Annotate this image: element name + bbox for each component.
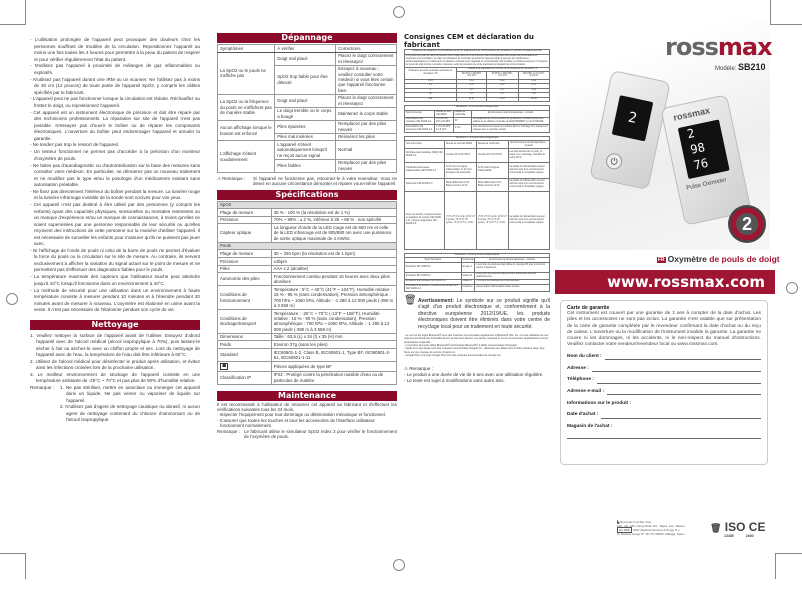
table-row: Perturbations RF rayonnées CEI 61000-4-3 3 V/m 80 MHz à 2,5 GHz 3 V/m Des interférences peuvent se produire dans le voisinage d'un équipement marqué avec le symbole suivant. (405, 125, 548, 131)
remark-item: 1. Ne pas stériliser, mettre en autoclave ou immerger cet appareil dans un liquide. Ne pas verser ou vaporiser de liquide sur l'appareil. (60, 384, 200, 403)
spec-value: ±3bpm (271, 258, 396, 266)
spec-label: Conditions de stockage/transport (218, 310, 272, 334)
table-row (218, 52, 397, 65)
device-label: Pulse Oximeter (685, 177, 728, 192)
device-brand: rossmax (672, 105, 711, 123)
spec-label: Conditions de fonctionnement (218, 286, 272, 310)
symptom-cell: Aucun affichage lorsque le bouton est enfoncé (218, 120, 275, 141)
column-header: 80 MHz to 800 MHz, d=1,2√P (487, 72, 518, 79)
spec-value: Température : -25°C ~ 70°C (-13°F ~ 158°F), Humidité relative : 15 % - 90 % (sans condensation), Pression atmosphérique : 700 hPa ~ 1060 hPa, Altitude : -1 280 à 12 000 pieds (-390 m à 3 658 m) (271, 310, 396, 334)
fix-cell: Remplacez par des piles neuves (336, 159, 397, 172)
column-header: Test d'immunité (405, 110, 435, 117)
spec-label: Précision (218, 258, 272, 266)
table-caption: Déclaration - émissions électromagnétiques (405, 253, 550, 258)
warning-item: - La méthode de sécurité pour une utilisation dans un environnement à haute température consiste à mesurer pendant 10 minutes et à l'éteindre pendant 20 minutes avant de mesurer à nouveau. L'oxymètre est étalonné en usine avant la vente. Il n'est pas nécessaire de l'étalonner pendant son cycle de vie. (30, 287, 200, 313)
warning-label: Avertissement: (418, 298, 454, 305)
table-row: Perturbations RF conduites CEI 61000-4-6 3 Vrms 150 kHz à 80 MHz 3V Les appareils de communication RF portables et mobiles doivent être utilisés à une distance minimale de l'ÉQUIPEMENT ou du SYSTÈME. (405, 118, 550, 125)
column-header: Niveau de test CEI 60601 (435, 110, 454, 117)
column-header: Tests d'émission (405, 258, 462, 263)
column-header: 800 MHz to 2,5 GHz, d=2,3√P (518, 72, 549, 79)
specifications-table (217, 201, 397, 385)
manufacturer-icon: ▙ (617, 520, 620, 524)
spec-group: SpO2 (218, 201, 397, 209)
check-cell: Le doigt tremble ou le corps a bougé (275, 107, 336, 120)
table-row: Émissions RF CISPR 11 Classe B L'oxymètre de pouls de doigt peut être utilisé dans tous les établissements. (405, 272, 550, 279)
spec-row (218, 250, 397, 258)
warning-item: - La température maximale des capteurs que l'utilisateur touche peut atteindre jusqu'à 43°C lorsqu'il fonctionne dans un environnement à 40°C. (30, 274, 200, 286)
spec-label: Classification IP (218, 371, 272, 384)
table-row: 1 1,17 1,17 2,33 (405, 88, 550, 93)
weee-warning (404, 295, 550, 330)
emc-emissions-table (404, 253, 550, 292)
table-row: 10 3,7 3,7 7,37 (405, 93, 550, 98)
warning-item: - Cet appareil est un instrument électronique de précision et doit être réparé par des techniciens professionnels. La réparation sur site de l'appareil n'est pas possible. N'essayez pas d'ouvrir le boîtier ou de réparer les composants électroniques. L'ouverture du boîtier peut endommager l'appareil et annuler la garantie. (30, 109, 200, 141)
iso-mark: ISO (724, 520, 746, 534)
warning-item: - L'appareil peut ne pas fonctionner lorsque la circulation est réduite. Réchauffez ou frottez le doigt, ou repositionnez l'appareil. (30, 96, 200, 108)
header-symptoms: Symptômes (218, 45, 275, 53)
field-store[interactable]: Magasin de l'achat : (567, 424, 613, 430)
spec-group-row (218, 242, 397, 250)
check-cell: Piles mal insérées (275, 133, 336, 141)
table-row: Émissions harmoniques CEI 61000-3-2 Classe A y compris les établissements domestiques. (405, 280, 550, 285)
table-row: 100 11,67 11,67 23,33 (405, 97, 550, 102)
column-header: Niveau de conformité (477, 141, 509, 148)
spec-label: Plage de mesure (218, 209, 272, 217)
column-header: Distance de séparation en fonction de la fréquence de l'émetteur / m (456, 67, 549, 72)
header-check: À vérifier (275, 45, 336, 53)
weee-bin-icon: 🗑 (710, 523, 722, 533)
field-purchase-date[interactable]: Date d'achat : (567, 412, 761, 418)
symptom-cell: La SpO2 ou la fréquence du pouls ne s'affichent pas de manière stable (218, 94, 275, 120)
field-customer-name[interactable]: Nom du client : (567, 354, 761, 360)
spec-row (218, 258, 397, 266)
remark-text: Si l'appareil ne fonctionne pas, retournez-le à votre revendeur. Vous ne devez en aucune circonstance démonter et réparer vous-même l'appareil. (253, 175, 397, 187)
symptom-cell: L'affichage s'éteint soudainement (218, 141, 275, 172)
table-row: Surtension CEI 61000-4-5 Mode différentiel ±1 kV Mode commun ±2 kV Mode différentiel ±1 kV Mode commun ±2 kV La qualité de l'alimentation secteur doit être celle d'un environnement commercial ou hospitalier typique. (405, 178, 550, 191)
check-cell: L'appareil s'éteint automatiquement lorsqu'il ne reçoit aucun signal (275, 141, 336, 159)
remark-item: - Le produit a une durée de vie de 5 ans avec une utilisation régulière. (404, 372, 544, 378)
spec-row (218, 224, 397, 242)
table-intro: L'oxymètre de pouls de doigt est destiné à être utilisé dans un environnement électromagnétique dans lequel les perturbations RF rayonnées sont contrôlées. Le client ou l'utilisateur de l'oxymètre de pouls de doigt peut aider à prévenir les interférences électromagnétiques en maintenant une distance minimale entre l'appareil de communication RF portable ou mobile (émetteur) et l'oxymètre de pouls de doigt comme conseillé ci-dessous, selon la puissance de sortie maximale de l'appareil de communication. (405, 54, 548, 66)
column-header: Environnement électromagnétique - conseils (472, 110, 550, 117)
warning-item: - N'utilisez pas l'appareil à proximité de mélanges de gaz inflammables ou explosifs. (30, 63, 200, 75)
field-address[interactable]: Adresse : (567, 366, 761, 372)
emc-immunity-table (404, 136, 550, 250)
table-caption: Déclaration - immunité électromagnétique (405, 136, 550, 141)
product-subtitle: FR Oxymètre de pouls de doigt (658, 254, 780, 264)
remark-text: Le fabricant utilise le simulateur SpO2 Index 2 pour vérifier le fonctionnement de l'oxymètre de pouls. (244, 428, 397, 440)
trademark-notes (404, 334, 550, 357)
website-banner[interactable]: www.rossmax.com (555, 270, 775, 294)
spec-label: Autonomie des piles (218, 273, 272, 286)
spec-value: 30 ~ 250 bpm (la résolution est de 1 bpm) (271, 250, 396, 258)
spec-label: Standard (218, 349, 272, 362)
maintenance-item: - Inspecter l'équipement pour tout dommage ou détérioration mécanique et fonctionnel. (217, 412, 387, 418)
spec-value: Température : 5°C ~ 40°C (41°F ~ 104°F), Humidité relative : 15 % - 95 % (sans condensation), Pression atmosphérique : 700 hPa ~ 1060 hPa, Altitude : -1 280 à 12 000 pieds (-390 m à 3 658 m) (271, 286, 396, 310)
cleaning-remark (30, 385, 200, 424)
warning-item: - Ne tendez pas trop le ressort de l'appareil. (30, 142, 119, 148)
fix-cell: Maintenez le corps stable (336, 107, 397, 120)
spec-row (218, 349, 397, 362)
device-screen: 2 (612, 95, 654, 141)
warning-item: - Un testeur fonctionnel ne permet pas d'accéder à la précision d'un moniteur d'oxymètre de pouls. (30, 149, 200, 161)
spec-value: 35 % - 100 % (la résolution est de 1 %) (271, 209, 396, 217)
spec-row (218, 286, 397, 310)
troubleshooting-table (217, 44, 397, 173)
crop-mark (25, 0, 26, 24)
trademark-item: - L'oxymètre de pouls utilise Bluetooth® (technologie Bluetooth® à faible consommation d'énergie) (404, 343, 517, 347)
table-row: Décharge électrostatique (DES) CEI 61000-4-2 Contact ±6 kV Air ±8 kV Contact ±6 kV Air ±8 kV Les sols doivent être en bois, en béton ou en carrelage. Humidité au moins 30 %. (405, 148, 550, 162)
emc-immunity-table-rf (404, 105, 550, 133)
warnings-column (30, 37, 200, 616)
table-row (218, 141, 397, 159)
column-header: Puissance de sortie nominale maximale de l'émetteur / W (405, 67, 457, 79)
spec-label: Capteur optique (218, 224, 272, 242)
check-cell: Doigt mal placé (275, 52, 336, 65)
crop-mark (0, 553, 26, 554)
emc-heading: Consignes CEM et déclaration du fabricant (404, 33, 534, 49)
remark-item: - Le texte est sujet à modifications sans autre avis. (404, 378, 505, 384)
column-header: 150 kHz to 80 MHz, d=1,2√P (456, 72, 487, 79)
registration-mark (393, 6, 405, 18)
column-header: Environnement électromagnétique - conseils (508, 141, 549, 148)
specifications-heading: Spécifications (217, 190, 397, 200)
table-row: Émissions RF CISPR 11 Groupe 1 L'oxymètre de pouls de doigt utilise de l'énergie RF pour sa fonction interne uniquement. (405, 262, 550, 272)
emc-separation-table (404, 49, 550, 102)
warning-triangle-icon: ⚠ (217, 175, 221, 181)
power-button-icon: ⏻ (605, 152, 624, 171)
device-screen: 2 98 76 (678, 119, 730, 179)
crop-mark (0, 24, 26, 25)
warning-item: - N'utilisez pas l'appareil durant une IRM ou un scanner. Ne l'utilisez pas à moins de 30 cm (12 pouces) de toute partie de l'appareil SpO2, y compris les câbles spécifiés par le fabricant. (30, 76, 200, 95)
warning-item: - Cet appareil n'est pas destiné à être utilisé par des personnes (y compris les enfants) ayant des capacités physiques, sensorielles ou mentales restreintes ou un manque d'expérience et/ou un manque de connaissances, à moins qu'elles ne soient supervisées par une personne responsable de leur sécurité ou qu'elles reçoivent des instructions de cette personne sur la manière d'utiliser l'appareil. Il est nécessaire de surveiller les enfants pour s'assurer qu'ils ne puissent pas jouer avec. (30, 202, 200, 247)
spec-group-row (218, 201, 397, 209)
warranty-card (560, 300, 768, 465)
spec-row (218, 333, 397, 341)
model-label: Modèle: SB210 (715, 62, 766, 72)
spec-value: IP22 : Protégé contre la pénétration nuisible d'eau ou de particules de matière (271, 371, 396, 384)
troubleshooting-heading: Dépannage (217, 33, 397, 43)
spec-group: Pouls (218, 242, 397, 250)
model-number: SB210 (738, 62, 766, 72)
table-row: Creux de tension, coupures brèves et variations de tension CEI 61000-4-11 / Champ magnétique CEI 61000-4-8 <5 % UT 0,5 cycle; 40 % UT 5 cycles; 70 % UT 25 cycles; <5 % UT 5 s; 3 A/m <5 % UT 0,5 cycle; 40 % UT 5 cycles; 70 % UT 25 cycles; <5 % UT 5 s; 3 A/m La qualité de l'alimentation secteur doit être celle d'un environnement commercial ou hospitalier typique. (405, 191, 550, 249)
spec-value: Pièces appliquées de type BF (271, 362, 396, 372)
remark-label: Remarque : (30, 384, 55, 390)
warranty-card-text: Cet instrument est couvert par une garantie de 2 ans à compter de la date d'achat. Les piles et les accessoires ne sont pas inclus. La garantie n'est valable que sur présentation de la carte de garantie complétée par le revendeur confirmant la date d'achat ou du reçu de caisse. L'ouverture ou la modification de l'instrument invalide la garantie. La garantie ne couvre ni les dommages, ni les accidents, ni le non-respect du manuel d'instructions. Veuillez contacter votre vendeur/revendeur local ou www.rossmax.com. (567, 311, 761, 348)
field-phone[interactable]: Téléphone : (567, 377, 761, 383)
warning-triangle-icon: ⚠ (404, 366, 409, 372)
check-cell: Piles épuisées (275, 120, 336, 133)
ec-rep-icon: EC REP (619, 528, 631, 532)
rossmax-logo: rossmax (665, 33, 772, 61)
spec-row (218, 265, 397, 273)
spec-label: Plage de mesure (218, 250, 272, 258)
check-cell: SpO2 trop faible pour être détecté (275, 65, 336, 94)
fix-cell: Essayez à nouveau ; veuillez consulter votre médecin si vous êtes certain que l'appareil fonctionne bien (336, 65, 397, 94)
maintenance-remark (217, 429, 397, 440)
remark-item: 2. N'utilisez pas d'agent de nettoyage caustique ou abrasif, ni aucun agent de nettoyage contenant du chlorure d'ammonium ou de l'alcool isopropylique. (60, 404, 200, 423)
maintenance-heading: Maintenance (217, 391, 397, 401)
cleaning-step: 1. Veuillez nettoyer la surface de l'appareil avant de l'utiliser. Essuyez d'abord l'appareil avec de l'alcool médical (alcool isopropylique à 70%), puis laissez-le sécher à l'air ou séchez-le avec un chiffon propre et sec. Lors du nettoyage de l'appareil avec de l'eau, la température de l'eau doit être inférieure à 60°C. (30, 332, 200, 358)
cleaning-step: 2. Utilisez de l'alcool médical pour désinfecter le produit après utilisation, et évitez ainsi les infections croisées lors de la prochaine utilisation. (30, 358, 200, 371)
spec-value: 70% ~ 99% : ± 2 %, inférieur à 35 ~ 69 % : non spécifié (271, 216, 396, 224)
warranty-badge: 2 (728, 205, 766, 243)
table-row: 0,01 0,12 0,12 0,23 (405, 79, 550, 84)
fix-cell: Placez le doigt correctement et réessayez (336, 94, 397, 107)
header-fix: Corrections (336, 45, 397, 53)
warning-item: - Ni l'affichage de l'onde de pouls ni celui de la barre de pouls ne permet d'évaluer la force du pouls ou la circulation sur le site de mesure. Au contraire, ils servent exclusivement à afficher la variation du signal actuel sur le point de mesure et ne permettent pas d'effectuer des diagnostics fiables pour le pouls. (30, 247, 200, 273)
spec-value: Environ 37g (sans les piles) (271, 341, 396, 349)
column-header: Test d'immunité (405, 141, 445, 148)
spec-label: Piles (218, 265, 272, 273)
table-row: Fluctuations de tension / émissions de scintillement CEI 61000-3-3 Conforme réseau public d'alimentation basse tension. (405, 284, 550, 291)
column-header: Niveau de conformité (453, 110, 471, 117)
spec-row (218, 362, 397, 372)
ce-mark: CE (748, 520, 766, 534)
cleaning-heading: Nettoyage (30, 320, 200, 330)
warning-item: - Ne fixez pas directement l'intérieur du boîtier pendant la mesure. La lumière rouge et la lumière infrarouge invisible de la sonde sont nocives pour vos yeux. (30, 188, 200, 201)
spec-label: Dimensions (218, 333, 272, 341)
weee-bin-icon: 🗑 (404, 295, 417, 307)
type-bf-icon: ☗ (218, 362, 272, 372)
check-cell: Piles faibles (275, 159, 336, 172)
warning-text: Le symbole sur ce produit signifie qu'il s'agit d'un produit électronique et, conformément à la directive européenne 2012/19/UE, les produits électroniques doivent être éliminés dans votre centre de recyclage local pour un traitement en toute sécurité. (418, 298, 550, 330)
table-row (218, 94, 397, 107)
emc-column (404, 33, 550, 612)
spec-row (218, 273, 397, 286)
table-row: 0,1 0,37 0,37 0,74 (405, 84, 550, 89)
symptom-cell: La SpO2 ou le pouls ne s'affiche pas (218, 52, 275, 94)
table-caption: Distances de séparation recommandées entre les équipements de communication RF portables et mobiles et l'équipement ME (405, 50, 550, 55)
maintenance-item: - S'assurer que toutes les touches et tous les accessoires de l'interface utilisateur fonctionnent normalement. (217, 417, 375, 429)
troubleshooting-spec-column (217, 33, 397, 612)
spec-value: La longueur d'onde de la LED rouge est de 660 nm et celle de la LED infrarouge est de 905/880 nm avec une puissance de sortie optique maximale de 4 mW/sr. (271, 224, 396, 242)
spec-value: IEC60601-1-2, Class B, IEC60601-1, Type BF, ISO80601-2-61, IEC60601-1-11 (271, 349, 396, 362)
language-tag: FR (658, 256, 665, 263)
fix-cell: Remplacez par des piles neuves (336, 120, 397, 133)
warning-item: - Ne faites pas d'autodiagnostic ou d'automédication sur la base des mesures sans consulter votre médecin. En particulier, ne démarrez pas un nouveau traitement et ne modifiez pas le type et/ou la posologie d'un médicament existant sans autorisation préalable. (30, 162, 200, 188)
spec-row (218, 209, 397, 217)
fix-cell: Placez le doigt correctement et réessayez (336, 52, 397, 65)
fix-cell: Normal (336, 141, 397, 159)
warning-item: - L'utilisation prolongée de l'appareil peut provoquer des douleurs chez les personnes souffrant de troubles de la circulation. Repositionnez l'appareil au moins une fois toutes les 4 heures pour permettre à la peau du patient de respirer et pour vérifier régulièrement l'état du patient. (30, 37, 200, 62)
warning-list (30, 37, 200, 314)
troubleshooting-remark (217, 176, 397, 187)
spec-row (218, 341, 397, 349)
remark-label: Remarque : (222, 175, 246, 181)
spec-label: Poids (218, 341, 272, 349)
remark-label: Remarque : (217, 428, 240, 434)
lifetime-remark (404, 366, 550, 384)
table-row: Transitoires électriques rapides/salves CEI 61000-4-4 ±2 kV pour les lignes d'alimentation ±1 kV pour les lignes d'entrée/sortie ±2 kV pour les lignes d'alimentation La qualité de l'alimentation secteur doit être celle d'un environnement commercial ou hospitalier typique. (405, 162, 550, 178)
spec-value: Fonctionnement continu pendant 16 heures avec deux piles alcalines (271, 273, 396, 286)
remark-label: Remarque : (409, 366, 433, 372)
crop-mark (25, 553, 26, 579)
column-header: Niveau de test CEI 60601 (445, 141, 477, 148)
spec-value: Taille : 63,5 (L) x 34 (l) x 35 (H) mm (271, 333, 396, 341)
cleaning-step: 3. Le meilleur environnement de stockage de l'appareil consiste en une température ambiante de -25°C ~ 70°C et pas plus de 90% d'humidité relative. (30, 371, 200, 384)
spec-value: AAA x 2 (alcaline) (271, 265, 396, 273)
certification-marks: 🗑 ISO CE 13485 2460 (710, 520, 766, 538)
spec-row (218, 310, 397, 334)
check-cell: Doigt mal placé (275, 94, 336, 107)
field-email[interactable]: Adresse e-mail : (567, 389, 761, 395)
table-caption: Déclaration - immunité électromagnétique (405, 106, 550, 111)
registration-mark (6, 293, 18, 305)
spec-label: Précision (218, 216, 272, 224)
maintenance-intro: Il est recommandé à l'utilisateur de retourner cet appareil au fabricant et d'effectuer les vérifications suivantes tous les 24 mois. (217, 401, 397, 412)
column-header: Environnement électromagnétique - conseils (475, 258, 550, 263)
trademark-item: - Le nom et les logos Bluetooth® sont des marques commerciales appartenant à Bluetooth SIG, Inc. et toute utilisation de ces marques par Rossmax International Ltd. se fait sous licence. Les autres marques et noms commerciaux appartiennent à leurs propriétaires respectifs. (404, 334, 549, 344)
fix-cell: Réinsérez les piles (336, 133, 397, 141)
field-product-info[interactable]: Informations sur le produit : (567, 400, 631, 406)
manufacturer-info: ▙ Rossmax InnoTek Corp. 12F., No. 189, Kang Chien Rd., Taipei, 114, Taiwan. EC REP ORC Medical Devices & Drugs S.L. C/ Horacio Lengo Nº 18, CP 29006, Málaga, Spain (617, 520, 686, 536)
spec-row (218, 371, 397, 384)
trademark-item: - Apple et le logo Apple sont des marques commerciales d'Apple Inc., déposées aux États-Unis et dans d'autres pays. App Store est une marque de service d'Apple Inc. (404, 347, 545, 354)
column-header: Conformité (462, 258, 474, 261)
trademark-item: - Google Play et le logo Google Play sont des marques commerciales de Google Inc. (404, 353, 502, 357)
spec-row (218, 216, 397, 224)
warranty-card-title: Carte de garantie (567, 305, 610, 311)
table-row (218, 120, 397, 133)
